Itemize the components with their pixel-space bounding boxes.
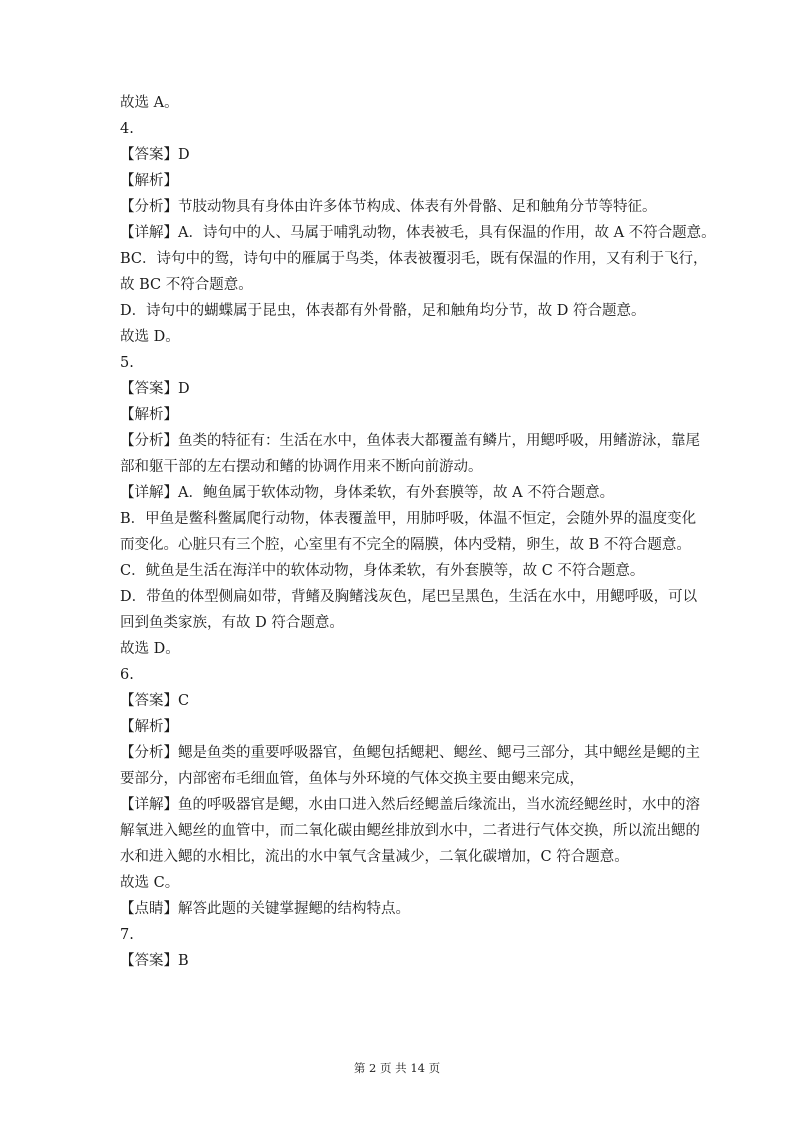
detail-line: B．甲鱼是鳖科鳖属爬行动物，体表覆盖甲，用肺呼吸，体温不恒定，会随外界的温度变化 — [120, 511, 697, 527]
detail-line: 水和进入鳃的水相比，流出的水中氧气含量减少，二氧化碳增加，C 符合题意。 — [120, 849, 629, 865]
detail-line: 【详解】A．鲍鱼属于软体动物，身体柔软，有外套膜等，故 A 不符合题意。 — [120, 485, 615, 501]
key-point-line: 【点睛】解答此题的关键掌握鳃的结构特点。 — [120, 901, 410, 917]
detail-line: 解氧进入鳃丝的血管中，而二氧化碳由鳃丝排放到水中，二者进行气体交换，所以流出鳃的 — [120, 823, 700, 839]
answer-choice-line: 故选 A。 — [120, 95, 179, 111]
question-number: 6. — [120, 667, 134, 683]
analysis-line: 部和躯干部的左右摆动和鳍的协调作用来不断向前游动。 — [120, 459, 483, 475]
answer-line: 【答案】B — [120, 953, 189, 969]
question-number: 4. — [120, 121, 134, 137]
detail-line: 【详解】鱼的呼吸器官是鳃，水由口进入然后经鳃盖后缘流出，当水流经鳃丝时，水中的溶 — [120, 797, 700, 813]
detail-line: 故 BC 不符合题意。 — [120, 277, 253, 293]
detail-line: D．带鱼的体型侧扁如带，背鳍及胸鳍浅灰色，尾巴呈黑色，生活在水中，用鳃呼吸，可以 — [120, 589, 698, 605]
answer-line: 【答案】D — [120, 381, 190, 397]
analysis-line: 【分析】鳃是鱼类的重要呼吸器官，鱼鳃包括鳃耙、鳃丝、鳃弓三部分，其中鳃丝是鳃的主 — [120, 745, 700, 761]
detail-line: 【详解】A．诗句中的人、马属于哺乳动物，体表被毛，具有保温的作用，故 A 不符合题意。 — [120, 225, 716, 241]
detail-line: C．鱿鱼是生活在海洋中的软体动物，身体柔软，有外套膜等，故 C 不符合题意。 — [120, 563, 645, 579]
analysis-heading: 【解析】 — [120, 719, 178, 735]
page-footer: 第 2 页 共 14 页 — [353, 1061, 441, 1075]
question-number: 5. — [120, 355, 134, 371]
answer-choice-line: 故选 D。 — [120, 641, 180, 657]
answer-choice-line: 故选 D。 — [120, 329, 180, 345]
question-number: 7. — [120, 927, 134, 943]
detail-line: D．诗句中的蝴蝶属于昆虫，体表都有外骨骼，足和触角均分节，故 D 符合题意。 — [120, 303, 646, 319]
analysis-line: 要部分，内部密布毛细血管，鱼体与外环境的气体交换主要由鳃来完成， — [120, 771, 584, 787]
detail-line: BC．诗句中的鸳，诗句中的雁属于鸟类，体表被覆羽毛，既有保温的作用，又有利于飞行， — [120, 251, 708, 267]
answer-choice-line: 故选 C。 — [120, 875, 180, 891]
answer-line: 【答案】C — [120, 693, 190, 709]
analysis-line: 【分析】节肢动物具有身体由许多体节构成、体表有外骨骼、足和触角分节等特征。 — [120, 199, 657, 215]
detail-line: 而变化。心脏只有三个腔，心室里有不完全的隔膜，体内受精，卵生，故 B 不符合题意。 — [120, 537, 691, 553]
detail-line: 回到鱼类家族，有故 D 符合题意。 — [120, 615, 344, 631]
analysis-heading: 【解析】 — [120, 173, 178, 189]
analysis-heading: 【解析】 — [120, 407, 178, 423]
document-body — [120, 90, 716, 974]
analysis-line: 【分析】鱼类的特征有：生活在水中，鱼体表大都覆盖有鳞片，用鳃呼吸，用鳍游泳，靠尾 — [120, 433, 700, 449]
answer-line: 【答案】D — [120, 147, 190, 163]
